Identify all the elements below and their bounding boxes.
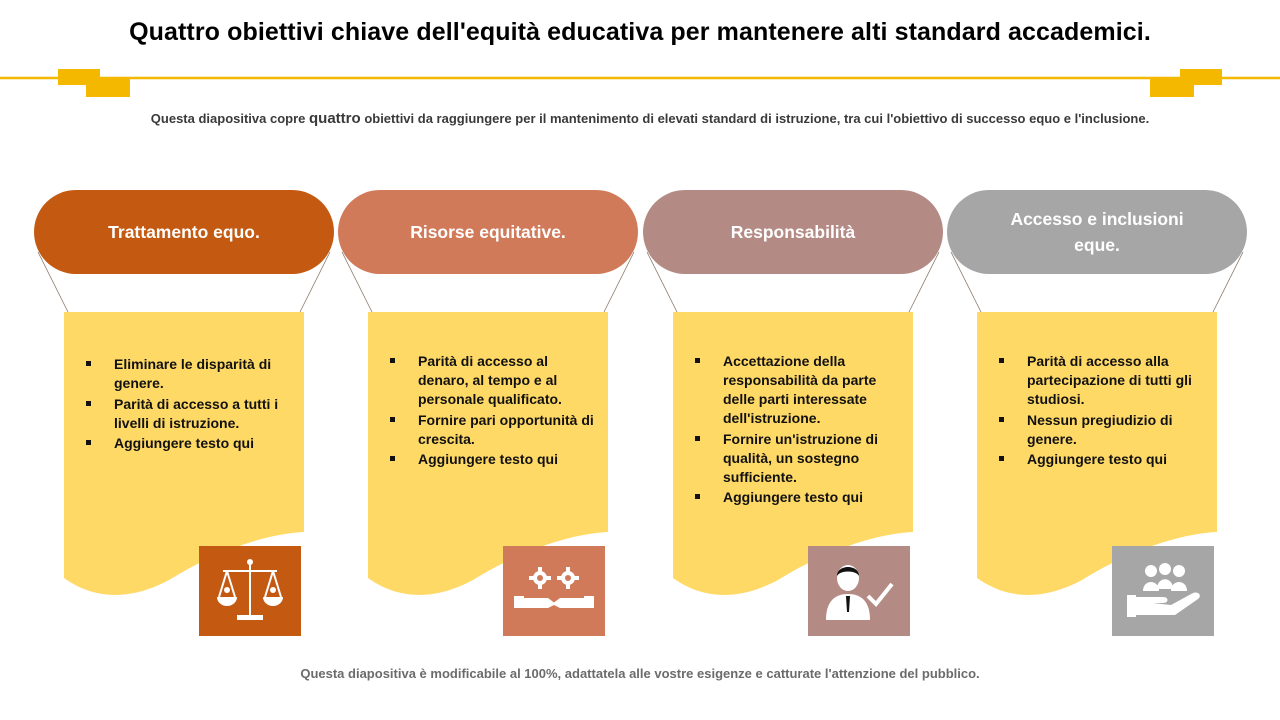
list-item: Aggiungere testo qui — [84, 434, 290, 453]
goal-bullet-list — [388, 352, 594, 471]
goal-bullet-list — [84, 355, 290, 455]
title-divider — [0, 64, 1280, 104]
group-hand-icon-box — [1112, 546, 1214, 636]
subtitle-end: obiettivi da raggiungere per il mantenimento di elevati standard di istruzione, tra cui l'obiettivo di successo equo e l'inclusione. — [364, 111, 1150, 126]
slide-subtitle — [0, 110, 1280, 127]
list-item: Fornire pari opportunità di crescita. — [388, 411, 594, 449]
scales-icon — [215, 557, 285, 625]
subtitle-start: Questa diapositiva copre — [150, 111, 306, 126]
list-item: Parità di accesso a tutti i livelli di istruzione. — [84, 395, 290, 433]
list-item: Accettazione della responsabilità da parte delle parti interessate dell'istruzione. — [693, 352, 899, 428]
group-hand-icon — [1123, 563, 1203, 619]
list-item: Parità di accesso al denaro, al tempo e al personale qualificato. — [388, 352, 594, 409]
list-item: Parità di accesso alla partecipazione di tutti gli studiosi. — [997, 352, 1203, 409]
goal-column-equitable-access — [947, 190, 1247, 640]
goal-column-responsibility — [643, 190, 943, 640]
goal-heading: Accesso e inclusioni eque. — [947, 190, 1247, 274]
list-item: Aggiungere testo qui — [388, 450, 594, 469]
goal-heading: Trattamento equo. — [34, 190, 334, 274]
list-item: Eliminare le disparità di genere. — [84, 355, 290, 393]
gears-handshake-icon-box — [503, 546, 605, 636]
slide-footer: Questa diapositiva è modificabile al 100%, adattatela alle vostre esigenze e catturate l'attenzione del pubblico. — [300, 666, 980, 681]
list-item: Nessun pregiudizio di genere. — [997, 411, 1203, 449]
goal-column-equal-treatment — [34, 190, 334, 640]
goal-heading: Risorse equitative. — [338, 190, 638, 274]
goal-bullet-list — [997, 352, 1203, 471]
person-check-icon-box — [808, 546, 910, 636]
list-item: Fornire un'istruzione di qualità, un sostegno sufficiente. — [693, 430, 899, 487]
goal-bullet-list — [693, 352, 899, 509]
list-item: Aggiungere testo qui — [997, 450, 1203, 469]
person-check-icon — [824, 562, 894, 620]
goal-column-equitable-resources — [338, 190, 638, 640]
goal-heading: Responsabilità — [643, 190, 943, 274]
list-item: Aggiungere testo qui — [693, 488, 899, 507]
gears-handshake-icon — [512, 566, 596, 616]
subtitle-emphasis: quattro — [309, 110, 361, 127]
slide-title: Quattro obiettivi chiave dell'equità educativa per mantenere alti standard accademici. — [129, 18, 1151, 46]
scales-icon-box — [199, 546, 301, 636]
